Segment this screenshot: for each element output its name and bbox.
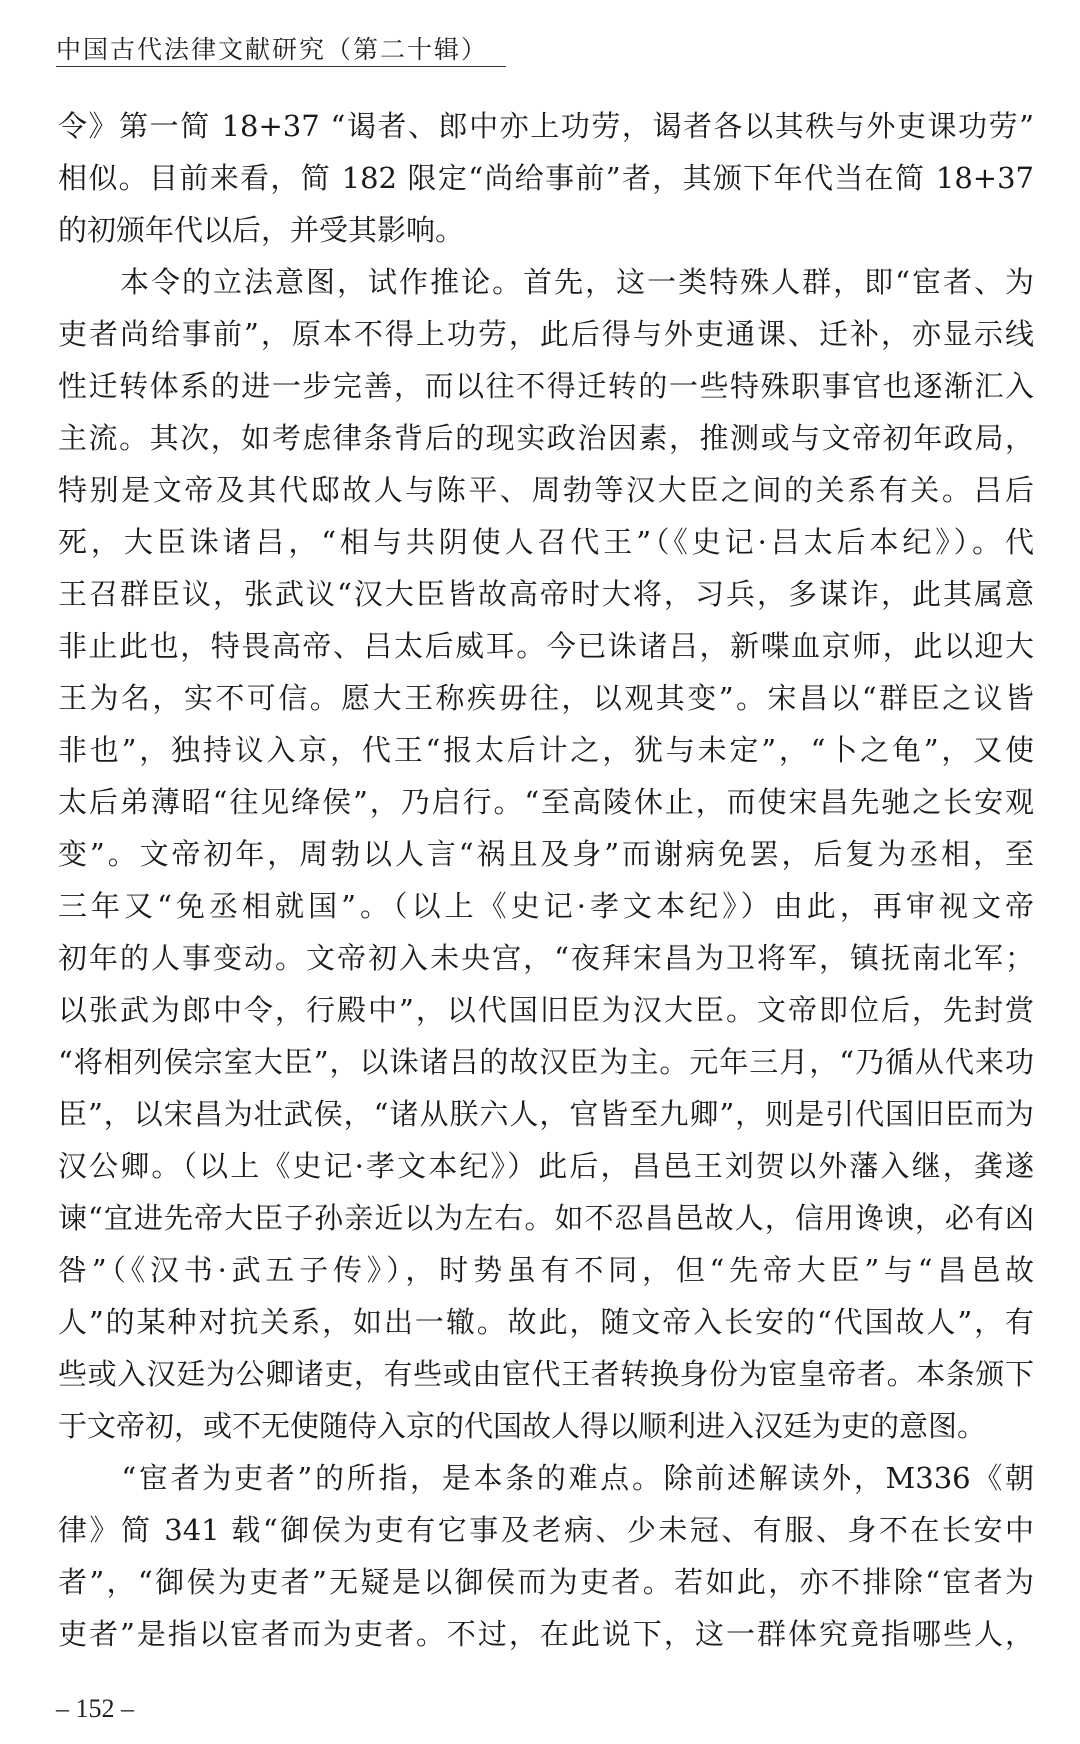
text-line: 性迁转体系的进一步完善，而以往不得迁转的一些特殊职事官也逐渐汇入 [58, 369, 1034, 403]
text-line: “将相列侯宗室大臣”，以诛诸吕的故汉臣为主。元年三月，“乃循从代来功 [58, 1045, 1034, 1079]
text-line: 死，大臣诛诸吕，“相与共阴使人召代王”（《史记·吕太后本纪》）。代 [58, 525, 1034, 559]
text-line: 非止此也，特畏高帝、吕太后威耳。今已诛诸吕，新喋血京师，此以迎大 [58, 629, 1034, 663]
text-line: 王召群臣议，张武议“汉大臣皆故高帝时大将，习兵，多谋诈，此其属意 [58, 577, 1034, 611]
text-line: 非也”，独持议入京，代王“报太后计之，犹与未定”，“卜之龟”，又使 [58, 733, 1034, 767]
text-line: 特别是文帝及其代邸故人与陈平、周勃等汉大臣之间的关系有关。吕后 [58, 473, 1034, 507]
text-line: 变”。文帝初年，周勃以人言“祸且及身”而谢病免罢，后复为丞相，至 [58, 837, 1034, 871]
running-title: 中国古代法律文献研究（第二十辑） [56, 35, 489, 64]
text-line: 吏者”是指以宦者而为吏者。不过，在此说下，这一群体究竟指哪些人， [58, 1617, 1034, 1651]
body-text [58, 100, 1034, 1660]
text-line: 的初颁年代以后，并受其影响。 [58, 213, 465, 247]
text-line: 太后弟薄昭“往见绛侯”，乃启行。“至高陵休止，而使宋昌先驰之长安观 [58, 785, 1034, 819]
text-line: 三年又“免丞相就国”。（以上《史记·孝文本纪》）由此，再审视文帝 [58, 889, 1034, 923]
text-line: 王为名，实不可信。愿大王称疾毋往，以观其变”。宋昌以“群臣之议皆 [58, 681, 1034, 715]
text-line: 本令的立法意图，试作推论。首先，这一类特殊人群，即“宦者、为 [58, 265, 1034, 299]
text-line: 者”，“御侯为吏者”无疑是以御侯而为吏者。若如此，亦不排除“宦者为 [58, 1565, 1034, 1599]
text-line: 吏者尚给事前”，原本不得上功劳，此后得与外吏通课、迁补，亦显示线 [58, 317, 1034, 351]
text-line: 谏“宜进先帝大臣子孙亲近以为左右。如不忍昌邑故人，信用谗谀，必有凶 [58, 1201, 1034, 1235]
text-line: 令》第一简 18+37 “谒者、郎中亦上功劳，谒者各以其秩与外吏课功劳” [58, 109, 1034, 143]
text-line: 臣”，以宋昌为壮武侯，“诸从朕六人，官皆至九卿”，则是引代国旧臣而为 [58, 1097, 1034, 1131]
text-line: 律》简 341 载“御侯为吏有它事及老病、少未冠、有服、身不在长安中 [58, 1513, 1034, 1547]
text-line: “宦者为吏者”的所指，是本条的难点。除前述解读外，M336《朝 [58, 1461, 1034, 1495]
text-line: 人”的某种对抗关系，如出一辙。故此，随文帝入长安的“代国故人”，有 [58, 1305, 1034, 1339]
text-line: 咎”（《汉书·武五子传》），时势虽有不同，但“先帝大臣”与“昌邑故 [58, 1253, 1034, 1287]
page-number: – 152 – [56, 1694, 134, 1723]
text-line: 些或入汉廷为公卿诸吏，有些或由宦代王者转换身份为宦皇帝者。本条颁下 [58, 1357, 1034, 1391]
text-line: 于文帝初，或不无使随侍入京的代国故人得以顺利进入汉廷为吏的意图。 [58, 1409, 987, 1443]
text-line: 主流。其次，如考虑律条背后的现实政治因素，推测或与文帝初年政局， [58, 421, 1034, 455]
running-header [56, 26, 506, 67]
text-line: 汉公卿。（以上《史记·孝文本纪》）此后，昌邑王刘贺以外藩入继，龚遂 [58, 1149, 1034, 1183]
text-line: 相似。目前来看，简 182 限定“尚给事前”者，其颁下年代当在简 18+37 [58, 161, 1034, 195]
text-line: 初年的人事变动。文帝初入未央宫，“夜拜宋昌为卫将军，镇抚南北军； [58, 941, 1034, 975]
text-line: 以张武为郎中令，行殿中”，以代国旧臣为汉大臣。文帝即位后，先封赏 [58, 993, 1034, 1027]
